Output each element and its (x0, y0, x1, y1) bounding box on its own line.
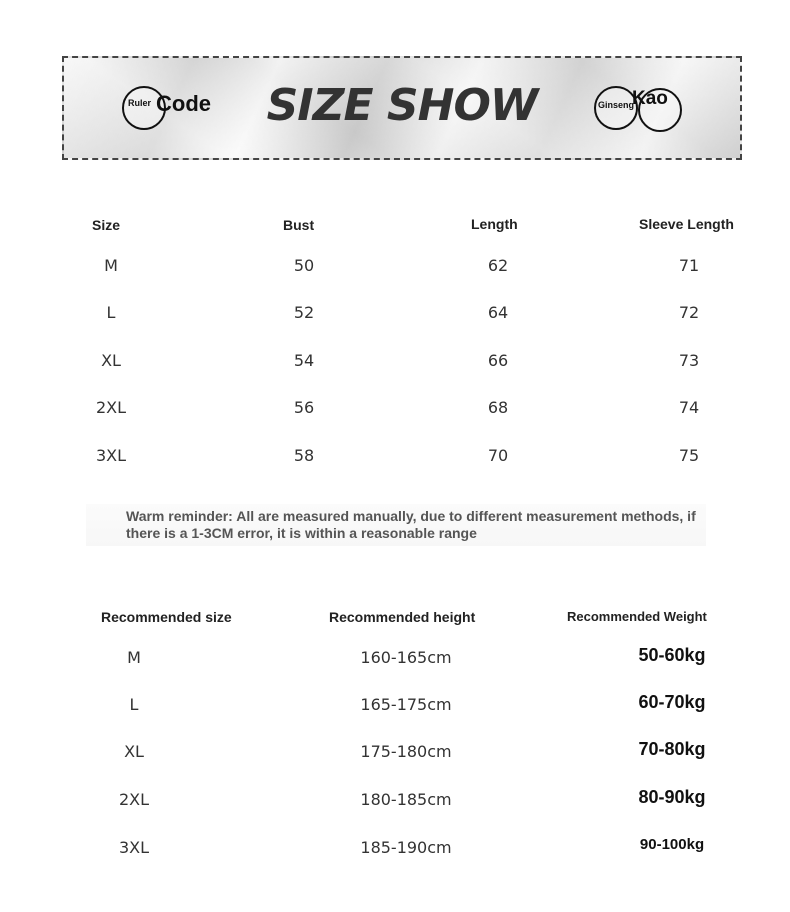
length-cell: 64 (487, 303, 509, 322)
banner-right-big-label: Kao (632, 88, 668, 109)
length-cell: 62 (487, 256, 509, 275)
size-cell: 3XL (118, 838, 150, 857)
height-cell: 160-165cm (360, 648, 452, 667)
weight-cell: 80-90kg (638, 787, 706, 807)
bust-cell: 52 (293, 303, 315, 322)
sleeve-cell: 72 (678, 303, 700, 322)
bust-cell: 54 (293, 351, 315, 370)
banner-right-small-label: Ginseng (598, 100, 635, 110)
size-show-banner (62, 56, 742, 160)
header-sleeve-length: Sleeve Length (639, 216, 734, 232)
header-bust: Bust (283, 217, 315, 233)
size-cell: M (127, 648, 141, 667)
header-recommended-size: Recommended size (101, 609, 232, 625)
weight-cell: 60-70kg (638, 692, 706, 712)
weight-cell: 70-80kg (638, 739, 706, 759)
size-cell: L (129, 695, 139, 714)
height-cell: 165-175cm (360, 695, 452, 714)
weight-cell: 90-100kg (639, 836, 705, 853)
size-cell: XL (101, 351, 121, 370)
header-length: Length (471, 216, 518, 232)
length-cell: 70 (487, 446, 509, 465)
size-cell: 3XL (95, 446, 127, 465)
header-recommended-weight: Recommended Weight (567, 609, 707, 624)
weight-cell: 50-60kg (638, 645, 706, 665)
size-cell: XL (124, 742, 144, 761)
sleeve-cell: 71 (678, 256, 700, 275)
bust-cell: 58 (293, 446, 315, 465)
sleeve-cell: 73 (678, 351, 700, 370)
sleeve-cell: 74 (678, 398, 700, 417)
page-title: SIZE SHOW (266, 80, 538, 131)
bust-cell: 56 (293, 398, 315, 417)
header-recommended-height: Recommended height (329, 609, 476, 625)
header-size: Size (92, 217, 121, 233)
bust-cell: 50 (293, 256, 315, 275)
warm-reminder-note: Warm reminder: All are measured manually, due to different measurement methods, if there is a 1-3CM error, it is within a reasonable range (86, 504, 706, 546)
size-cell: M (104, 256, 118, 275)
height-cell: 185-190cm (360, 838, 452, 857)
length-cell: 68 (487, 398, 509, 417)
size-cell: 2XL (95, 398, 127, 417)
size-cell: 2XL (118, 790, 150, 809)
banner-left-big-label: Code (156, 91, 211, 116)
size-cell: L (106, 303, 116, 322)
height-cell: 180-185cm (360, 790, 452, 809)
height-cell: 175-180cm (360, 742, 452, 761)
sleeve-cell: 75 (678, 446, 700, 465)
length-cell: 66 (487, 351, 509, 370)
banner-left-small-label: Ruler (128, 98, 152, 108)
